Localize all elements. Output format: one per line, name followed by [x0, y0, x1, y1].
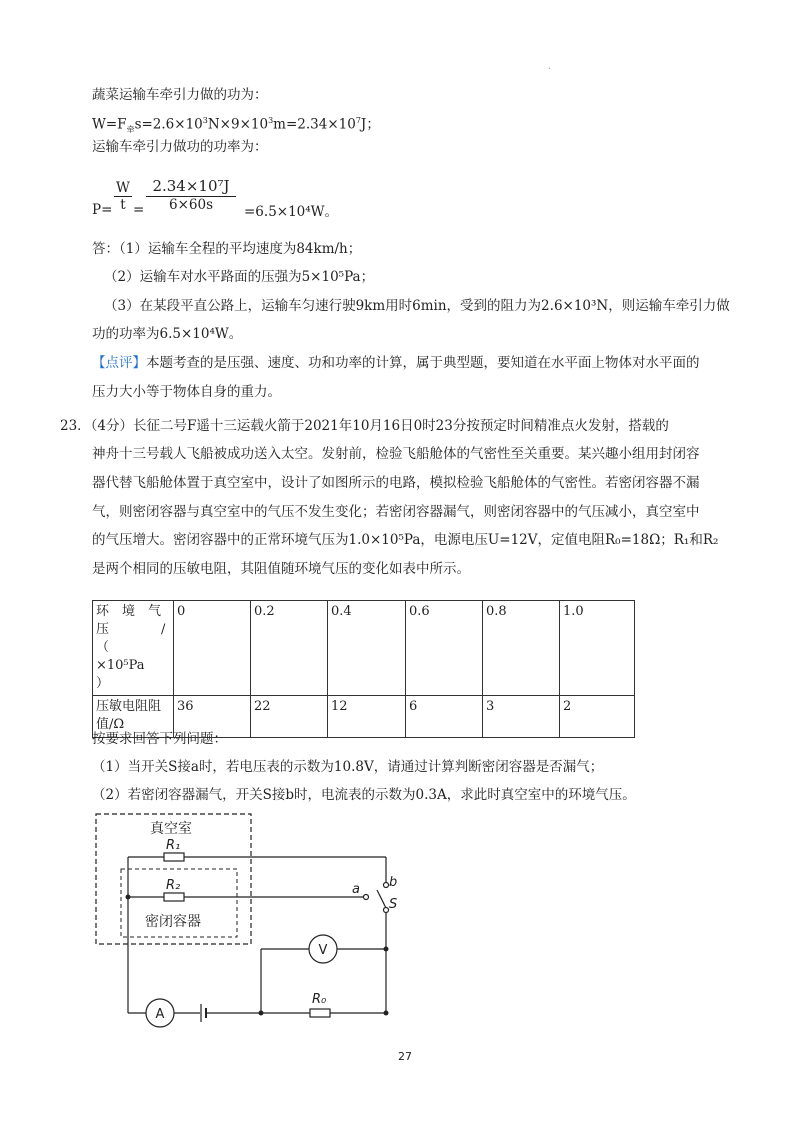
- switch-b-label: b: [389, 875, 398, 890]
- question-23-line1: 23．（4分）长征二号F遥十三运载火箭于2021年10月16日0时23分按预定时间精准点火发射，搭载的: [60, 418, 669, 434]
- table-cell: 0: [174, 601, 251, 696]
- fraction-w-numerator: W: [116, 180, 130, 196]
- work-part-1: s=2.6×10: [134, 116, 203, 133]
- review-line2: 压力大小等于物体自身的重力。: [92, 384, 281, 400]
- answer-3-line1: （3）在某段平直公路上，运输车匀速行驶9km用时6min，受到的阻力为2.6×10³N，则运输车牵引力做: [104, 298, 730, 314]
- review-tag: 【点评】: [92, 355, 146, 371]
- power-result: =6.5×10⁴W。: [244, 204, 339, 220]
- sub-question-1: （1）当开关S接a时，若电压表的示数为10.8V，请通过计算判断密闭容器是否漏气；: [92, 759, 604, 775]
- question-23-line5: 的气压增大。密闭容器中的正常环境气压为1.0×10⁵Pa，电源电压U=12V，定值电阻R₀=18Ω；R₁和R₂: [92, 532, 719, 548]
- sealed-container-label: 密闭容器: [145, 914, 201, 930]
- table-cell: 6: [406, 696, 483, 738]
- table-cell: 0.4: [328, 601, 406, 696]
- fraction-value-denominator: 6×60s: [146, 196, 236, 213]
- instruction-line: 按要求回答下列问题：: [92, 731, 227, 747]
- table-cell: 2: [560, 696, 635, 738]
- switch-contact-b: [384, 883, 389, 888]
- question-23-line3: 器代替飞船舱体置于真空室中，设计了如图所示的电路，模拟检验飞船舱体的气密性。若密闭容器不漏: [92, 475, 700, 491]
- line-work-intro: 蔬菜运输车牵引力做的功为：: [92, 87, 268, 103]
- r0-label: R₀: [312, 992, 327, 1007]
- table-cell: 22: [251, 696, 328, 738]
- switch-s-label: S: [389, 897, 398, 912]
- r1-label: R₁: [166, 838, 181, 853]
- review-text-1: 本题考查的是压强、速度、功和功率的计算，属于典型题，要知道在水平面上物体对水平面的: [146, 355, 700, 371]
- table-cell: 0.6: [406, 601, 483, 696]
- junction-bottom-v: [259, 1011, 264, 1016]
- question-23-line2: 神舟十三号载人飞船被成功送入太空。发射前，检验飞船舱体的气密性至关重要。某兴趣小组用封闭容: [92, 446, 700, 462]
- sub-question-2: （2）若密闭容器漏气，开关S接b时，电流表的示数为0.3A，求此时真空室中的环境气压。: [92, 787, 636, 803]
- switch-blade: [377, 890, 386, 908]
- table-cell: 0.2: [251, 601, 328, 696]
- answer-3-line2: 功的功率为6.5×10⁴W。: [92, 326, 243, 342]
- pressure-header-line2: 压 /: [96, 622, 166, 637]
- exp-3: 7: [355, 116, 361, 125]
- work-lhs: W=F: [92, 116, 127, 133]
- fraction-value-numerator: 2.34×10⁷J: [152, 177, 230, 195]
- voltmeter-label: V: [318, 943, 328, 958]
- switch-a-label: a: [352, 882, 360, 897]
- table-cell: 1.0: [560, 601, 635, 696]
- r2-label: R₂: [166, 878, 181, 893]
- fraction-t-denominator: t: [114, 196, 132, 213]
- switch-pivot: [384, 908, 389, 913]
- resistance-header-line1: 压敏电阻阻: [96, 699, 162, 714]
- table-cell: 3: [483, 696, 560, 738]
- answer-1: 答：（1）运输车全程的平均速度为84km/h；: [92, 241, 362, 257]
- question-23-line6: 是两个相同的压敏电阻，其阻值随环境气压的变化如表中所示。: [92, 561, 470, 577]
- resistance-header-line2: 值/Ω: [96, 717, 125, 732]
- answer-2: （2）运输车对水平路面的压强为5×10⁵Pa；: [104, 269, 375, 285]
- resistor-r2: [164, 893, 184, 901]
- dot-mark: .: [548, 62, 551, 72]
- vacuum-chamber-label: 真空室: [150, 821, 192, 837]
- work-part-4: J；: [360, 116, 380, 133]
- work-part-2: N×9×10: [207, 116, 269, 133]
- exp-1: 3: [202, 116, 208, 125]
- line-power-intro: 运输车牵引力做功的功率为：: [92, 139, 268, 155]
- switch-contact-a: [364, 895, 369, 900]
- power-lhs: P=: [92, 202, 113, 218]
- work-part-3: m=2.34×10: [273, 116, 356, 133]
- table-cell: 36: [174, 696, 251, 738]
- table-cell: 12: [328, 696, 406, 738]
- page-number: 27: [398, 1050, 412, 1063]
- question-23-line4: 气，则密闭容器与真空室中的气压不发生变化；若密闭容器漏气，则密闭容器中的气压减小，真空室中: [92, 504, 700, 520]
- pressure-header-line1: 环 境 气: [96, 604, 162, 619]
- ammeter-label: A: [155, 1007, 165, 1022]
- table-cell: 0.8: [483, 601, 560, 696]
- pressure-header-line3: （ ×10⁵Pa: [96, 640, 145, 673]
- force-subscript: 牵: [126, 125, 135, 135]
- resistor-r1: [164, 853, 184, 861]
- pressure-header-line4: ）: [96, 676, 110, 691]
- resistor-r0: [310, 1009, 330, 1017]
- exp-2: 3: [268, 116, 274, 125]
- equals-sign: =: [133, 202, 145, 218]
